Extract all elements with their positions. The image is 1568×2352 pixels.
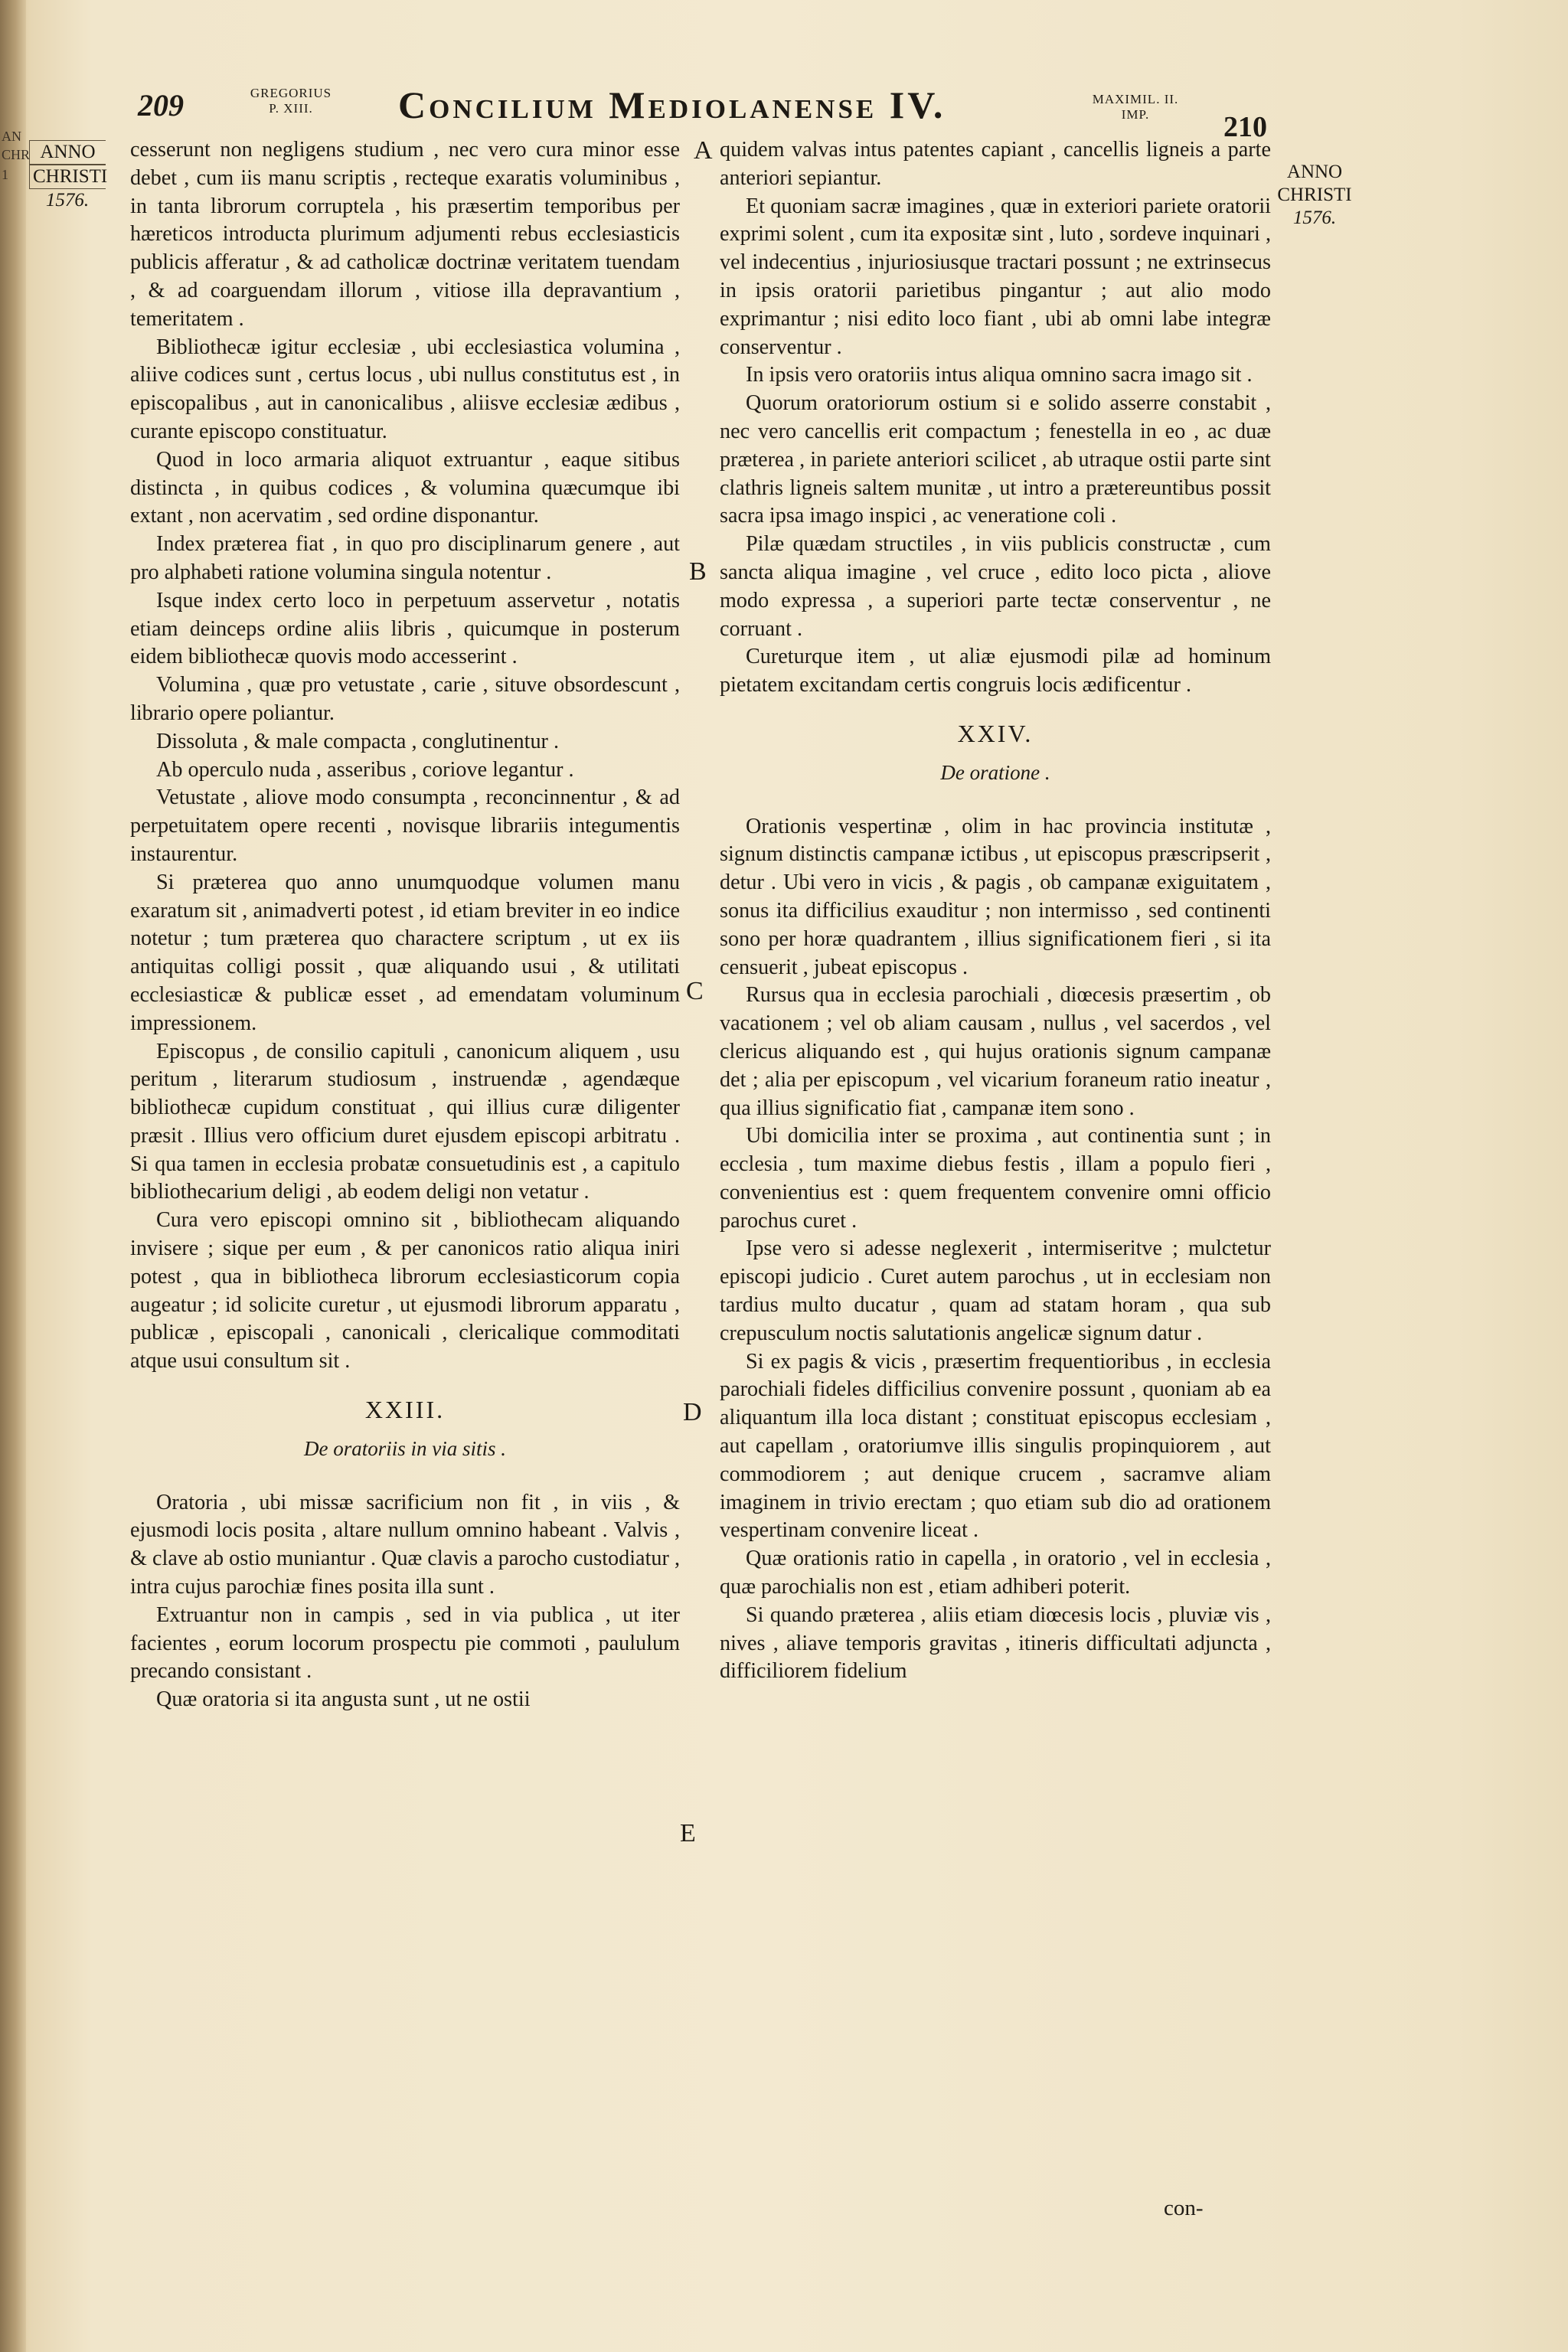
section-letter-b: B [689, 557, 707, 586]
right-paragraph: Quæ orationis ratio in capella , in oratorio , vel in ecclesia , quæ parochialis non est , etiam adhiberi poterit. [720, 1547, 1271, 1599]
left-paragraph: Cura vero episcopi omnino sit , bibliothecam aliquando invisere ; sique per eum , & per canonicos ratio aliqua iniri potest , qua in bibliotheca librorum ecclesiasticorum copia augeatur ; id solicite curetur , ut ejusmodi librorum apparatu , publicæ , episcopali , canonicali , clericalique commoditati atque usui consultum sit . [130, 1208, 680, 1374]
margin-right-christi: CHRISTI [1277, 185, 1352, 205]
right-paragraph: Si ex pagis & vicis , præsertim frequentioribus , in ecclesia parochiali fideles difficilius convenire possunt , quoniam ab ea aliquantum illa loca distant ; constituat episcopus ecclesiam , aut capellam , oratoriumve illis singulis propinquiorem , aut commodiorem ; aut denique crucem , sacramve aliam imaginem in trivio erectam ; quo etiam sub dio ad orationem vespertinam convenire liceat . [720, 1349, 1271, 1543]
right-chapter-subtitle: De oratione . [940, 760, 1050, 784]
right-paragraph: Orationis vespertinæ , olim in hac provincia institutæ , signum distinctis campanæ ictibus , ut episcopus præscripserit , detur . Ubi vero in vicis , & pagis , ob campanæ exiguitatem , sonus ita difficilius exauditur ; non intermisso , sed continenti sono per horæ quadrantem , illius significationem fieri , si ita censuerit , jubeat episcopus . [720, 814, 1271, 979]
left-paragraph: Extruantur non in campis , sed in via publica , ut iter facientes , eorum locorum prospectu pie commoti , paululum precando consistant . [130, 1602, 680, 1684]
right-paragraph: quidem valvas intus patentes capiant , cancellis ligneis a parte anteriori sepiantur. [720, 138, 1271, 190]
ruler-tag-right [1063, 92, 1208, 122]
left-text-column [130, 136, 680, 1714]
left-paragraph: Volumina , quæ pro vetustate , carie , situve obsordescunt , librario opere poliantur. [130, 673, 680, 725]
left-paragraph: Bibliothecæ igitur ecclesiæ , ubi ecclesiastica volumina , aliive codices sunt , certus locus , ubi nullus constitutus est , in episcopalibus , aut in canonicalibus , aliisve ecclesiæ ædibus , curante episcopo constituatur. [130, 335, 680, 443]
left-paragraph: Si præterea quo anno unumquodque volumen manu exaratum sit , animadverti potest , id etiam breviter in eo indice notetur ; tum præterea quo charactere scriptum , ut ex iis antiquitas colligi possit , quæ aliquando usui , & utilitati ecclesiasticæ & publicæ esset , ad emendatam voluminum impressionem. [130, 870, 680, 1035]
spine-fragment-3: 1 [2, 167, 8, 182]
section-letter-c: C [686, 977, 704, 1005]
ruler-right-line-1: MAXIMIL. II. [1092, 92, 1179, 106]
margin-year-left [29, 140, 106, 212]
right-paragraph: Pilæ quædam structiles , in viis publicis constructæ , cum sancta aliqua imagine , vel cruce , edito loco picta , aliove modo expressa , a superiori parte tectæ conserventur , ne corruant . [720, 532, 1271, 641]
right-paragraph: Ipse vero si adesse neglexerit , intermiseritve ; mulctetur episcopi judicio . Curet autem parochus , ut in ecclesiam non tardius multo ducatur , quam ad statam horam , qua sub crepusculum noctis salutationis angelicæ signum datur . [720, 1236, 1271, 1345]
right-paragraph: Cureturque item , ut aliæ ejusmodi pilæ ad hominum pietatem excitandam certis congruis locis ædificentur . [720, 645, 1271, 697]
right-paragraph: Si quando præterea , aliis etiam diœcesis locis , pluviæ vis , nives , aliave temporis gravitas , itineris difficultati adjuncta , difficiliorem fidelium [720, 1602, 1271, 1684]
left-chapter-heading: XXIII. [364, 1396, 446, 1424]
left-paragraph: Quæ oratoria si ita angusta sunt , ut ne ostii [156, 1687, 531, 1712]
margin-year-right [1265, 161, 1364, 230]
margin-left-anno: ANNO [29, 140, 106, 165]
margin-right-anno: ANNO [1286, 162, 1343, 182]
running-head [0, 83, 1568, 144]
ruler-left-line-2: P. XIII. [269, 101, 313, 116]
spine-fragment-2: CHR [2, 147, 31, 162]
right-paragraph: In ipsis vero oratoriis intus aliqua omnino sacra imago sit . [746, 363, 1253, 387]
ruler-right-line-2: IMP. [1121, 107, 1150, 122]
right-paragraph: Ubi domicilia inter se proxima , aut continentia sunt ; in ecclesia , tum maxime diebus festis , illam a populo fieri , convenientius est : quem frequentem convenire omni officio parochus curet . [720, 1124, 1271, 1233]
page-number-right: 210 [1223, 111, 1267, 143]
left-paragraph: Ab operculo nuda , asseribus , coriove legantur . [156, 757, 574, 782]
ruler-tag-left [230, 86, 352, 116]
page-number-left: 209 [138, 88, 184, 122]
margin-right-year: 1576. [1292, 207, 1337, 228]
right-paragraph: Rursus qua in ecclesia parochiali , diœcesis præsertim , ob vacationem ; vel ob aliam causam , nullus , vel sacerdos , vel clericus aliquando est , qui hujus orationis signum campanæ det ; alia per episcopum , vel vicarium foraneum ratio ineatur , qua illius significatio fiat , campanæ item sono . [720, 983, 1271, 1120]
spine-fragment-1: AN [2, 129, 21, 144]
left-paragraph: Episcopus , de consilio capituli , canonicum aliquem , usu peritum , literarum studiosum , instruendæ , agendæque bibliothecæ cupidum constituat , qui illius curæ diligenter præsit . Illius vero officium duret ejusdem episcopi arbitratu . Si qua tamen in ecclesia probatæ consuetudinis est , a capitulo bibliothecarium deligi , ab eodem deligi non vetatur . [130, 1039, 680, 1204]
margin-left-christi: CHRISTI [29, 165, 106, 189]
right-text-column [720, 136, 1271, 1686]
left-paragraph: Dissoluta , & male compacta , conglutinentur . [156, 729, 560, 753]
catchword: con- [1164, 2196, 1204, 2220]
left-paragraph: cesserunt non negligens studium , nec vero cura minor esse debet , cum iis manu scriptis , recteque exaratis voluminibus , in tanta librorum corruptela , his præsertim temporibus per hæreticos introducta plurimum adjumenti rebus ecclesiasticis publicis afferatur , & ad catholicæ doctrinæ veritatem tuendam , & ad coarguendam illorum , vitiose illa depravantium , temeritatem . [130, 138, 680, 331]
left-paragraph: Index præterea fiat , in quo pro disciplinarum genere , aut pro alphabeti ratione volumina singula notentur . [130, 532, 680, 584]
margin-left-year: 1576. [45, 190, 90, 211]
right-paragraph: Et quoniam sacræ imagines , quæ in exteriori pariete oratorii exprimi solent , cum ita expositæ sint , luto , sordeve inquinari , vel indecentius , injuriosiusque tractari possunt ; ne extrinsecus in ipsis oratorii parietibus pingantur ; aut alio modo exprimantur ; nisi edito loco fiant , ubi ab omni labe integræ conserventur . [720, 194, 1271, 359]
right-chapter-heading: XXIV. [957, 719, 1034, 747]
left-paragraph: Quod in loco armaria aliquot extruantur , eaque sitibus distincta , in quibus codices , & volumina quæcumque ibi extant , non acervatim , sed ordine disponantur. [130, 447, 680, 528]
left-paragraph: Oratoria , ubi missæ sacrificium non fit , in viis , & ejusmodi locis posita , altare nullum omnino habeant . Valvis , & clave ab ostio muniantur . Quæ clavis a parocho custodiatur , intra cujus parochiæ fines posita illa sunt . [130, 1490, 680, 1599]
section-letter-e: E [680, 1819, 696, 1847]
book-spine-shadow [0, 0, 26, 2352]
page-title: Concilium Mediolanense IV. [398, 83, 946, 126]
left-paragraph: Vetustate , aliove modo consumpta , reconcinnentur , & ad perpetuitatem opere recenti , novisque librariis integumentis instaurentur. [130, 786, 680, 866]
right-paragraph: Quorum oratoriorum ostium si e solido asserre constabit , nec vero cancellis erit compactum ; fenestella in eo , ac duæ præterea , in pariete anteriori scilicet , ab utraque ostii parte sint clathris ligneis saltem munitæ , ut intro a prætereuntibus possit sacra ipsa imago inspici , ac veneratione coli . [720, 391, 1271, 528]
ruler-left-line-1: GREGORIUS [250, 86, 332, 100]
section-letter-a: A [694, 136, 713, 165]
section-letter-d: D [683, 1398, 702, 1426]
left-chapter-subtitle: De oratoriis in via sitis . [303, 1436, 506, 1460]
left-paragraph: Isque index certo loco in perpetuum asservetur , notatis etiam deinceps ordine aliis libris , quicumque in posterum eidem bibliothecæ quovis modo accesserint . [130, 588, 680, 669]
